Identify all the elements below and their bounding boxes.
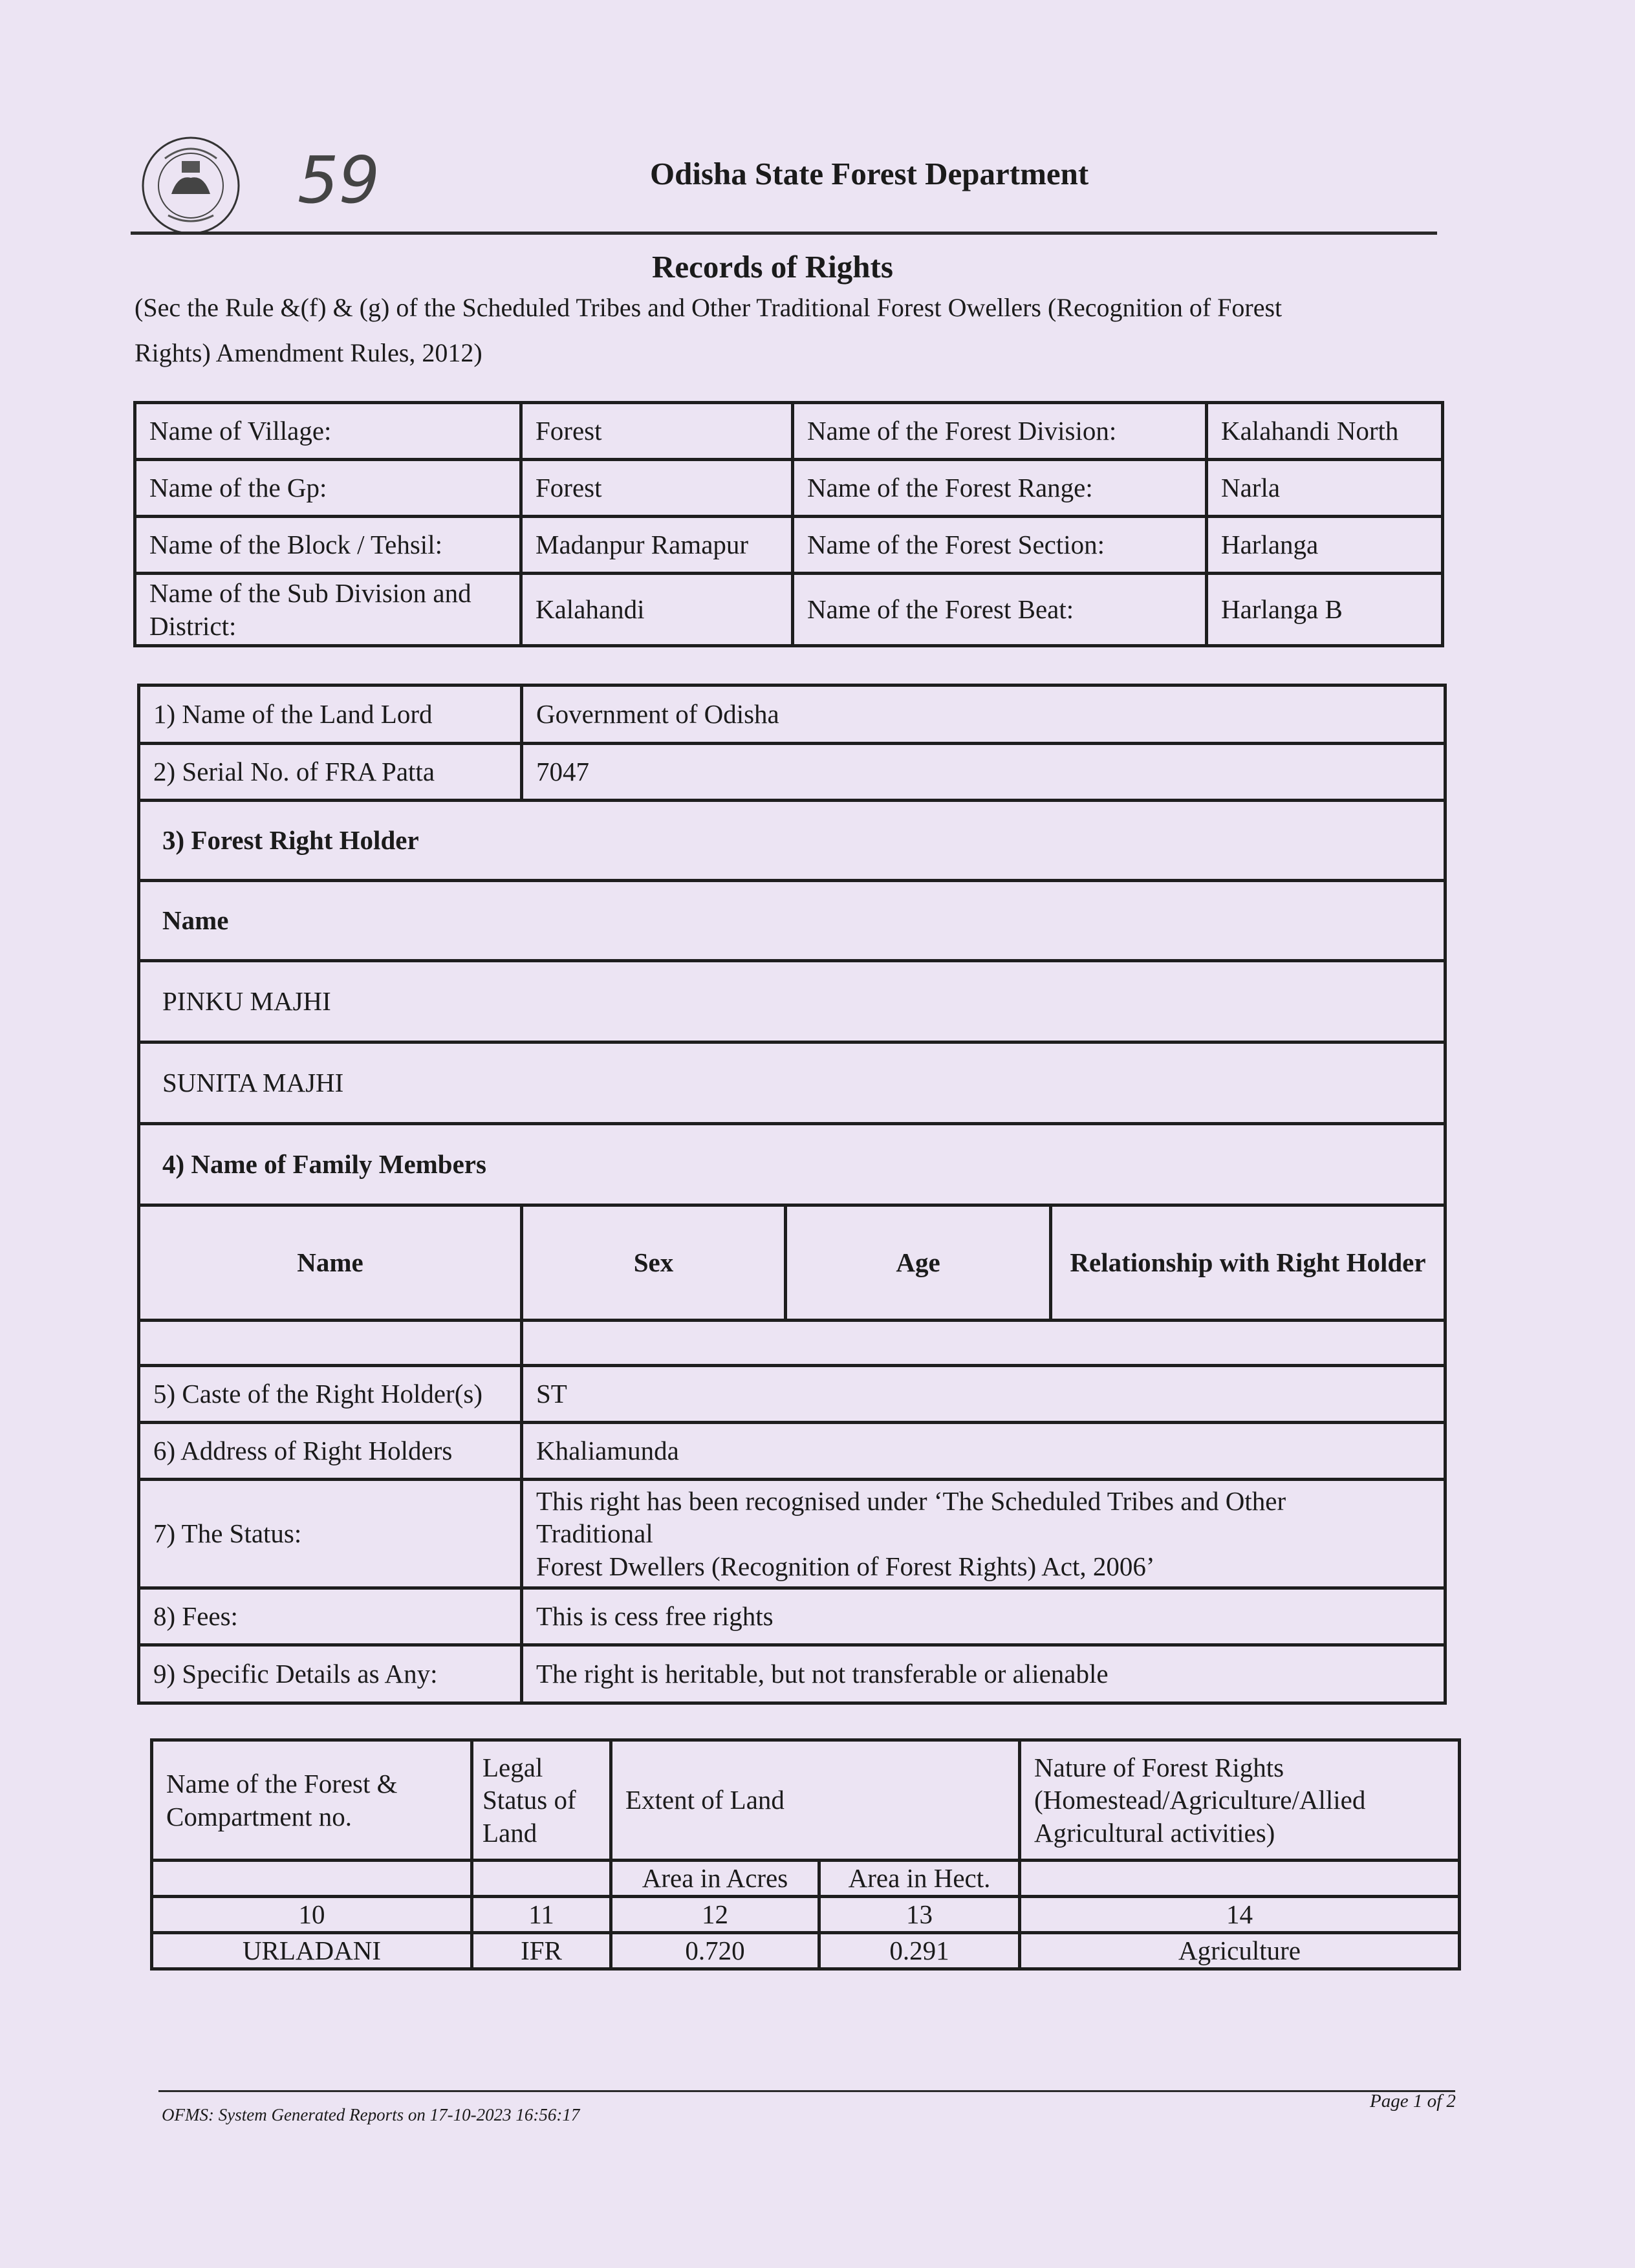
family-heading: 4) Name of Family Members <box>139 1124 1446 1205</box>
subtitle-line-1: (Sec the Rule &(f) & (g) of the Scheduled Tribes and Other Traditional Forest Owellers (Recognition of Forest <box>135 293 1283 322</box>
table-row <box>139 1124 1446 1205</box>
specific-value: The right is heritable, but not transferable or alienable <box>522 1645 1446 1703</box>
table-row <box>139 1205 1446 1321</box>
col-number: 12 <box>611 1897 819 1933</box>
address-label: 6) Address of Right Holders <box>139 1423 522 1480</box>
family-empty-cell <box>139 1321 522 1366</box>
header-divider <box>131 232 1437 235</box>
serial-label: 2) Serial No. of FRA Patta <box>139 744 522 801</box>
footer-divider <box>158 2090 1455 2092</box>
serial-value: 7047 <box>522 744 1446 801</box>
empty-cell <box>1020 1861 1460 1897</box>
land-table <box>150 1738 1461 1971</box>
nature-of-rights: Agriculture <box>1020 1933 1460 1969</box>
legal-status: IFR <box>472 1933 611 1969</box>
status-label: 7) The Status: <box>139 1480 522 1588</box>
sub-hect-header: Area in Hect. <box>819 1861 1020 1897</box>
section-label: Name of the Forest Section: <box>793 517 1207 574</box>
table-row <box>139 1645 1446 1703</box>
table-row <box>139 1423 1446 1480</box>
family-col-name: Name <box>139 1205 522 1321</box>
department-title: Odisha State Forest Department <box>650 156 1089 191</box>
block-value: Madanpur Ramapur <box>521 517 793 574</box>
caste-label: 5) Caste of the Right Holder(s) <box>139 1366 522 1423</box>
block-label: Name of the Block / Tehsil: <box>135 517 521 574</box>
table-row <box>139 1480 1446 1588</box>
col-number: 10 <box>152 1897 472 1933</box>
status-value <box>522 1480 1446 1588</box>
family-col-sex: Sex <box>522 1205 786 1321</box>
fees-label: 8) Fees: <box>139 1588 522 1645</box>
table-row <box>139 1042 1446 1124</box>
fees-value: This is cess free rights <box>522 1588 1446 1645</box>
village-value: Forest <box>521 403 793 460</box>
col-number: 11 <box>472 1897 611 1933</box>
gp-label: Name of the Gp: <box>135 460 521 517</box>
forest-name: URLADANI <box>152 1933 472 1969</box>
col-number: 13 <box>819 1897 1020 1933</box>
section-value: Harlanga <box>1207 517 1443 574</box>
table-row <box>135 574 1443 646</box>
col-nature-header: Nature of Forest Rights (Homestead/Agriculture/Allied Agricultural activities) <box>1020 1740 1460 1861</box>
table-row <box>152 1861 1460 1897</box>
table-row <box>139 961 1446 1042</box>
family-empty-cell <box>522 1321 1446 1366</box>
division-value: Kalahandi North <box>1207 403 1443 460</box>
subdivision-value: Kalahandi <box>521 574 793 646</box>
rights-table <box>137 684 1447 1705</box>
location-table <box>133 401 1444 647</box>
address-value: Khaliamunda <box>522 1423 1446 1480</box>
beat-value: Harlanga B <box>1207 574 1443 646</box>
family-col-relationship: Relationship with Right Holder <box>1051 1205 1446 1321</box>
gp-value: Forest <box>521 460 793 517</box>
area-hect: 0.291 <box>819 1933 1020 1969</box>
table-row <box>152 1740 1460 1861</box>
col-number: 14 <box>1020 1897 1460 1933</box>
table-row <box>135 460 1443 517</box>
col-extent-header: Extent of Land <box>611 1740 1020 1861</box>
range-value: Narla <box>1207 460 1443 517</box>
table-row <box>139 1588 1446 1645</box>
land-lord-label: 1) Name of the Land Lord <box>139 686 522 744</box>
table-row <box>152 1933 1460 1969</box>
holder-name: SUNITA MAJHI <box>139 1042 1446 1124</box>
subtitle-line-2: Rights) Amendment Rules, 2012) <box>135 338 482 367</box>
empty-cell <box>472 1861 611 1897</box>
family-col-age: Age <box>786 1205 1051 1321</box>
area-acres: 0.720 <box>611 1933 819 1969</box>
table-row <box>139 686 1446 744</box>
land-lord-value: Government of Odisha <box>522 686 1446 744</box>
table-row <box>139 1366 1446 1423</box>
footer-page: Page 1 of 2 <box>1370 2091 1456 2111</box>
col-forest-header: Name of the Forest & Compartment no. <box>152 1740 472 1861</box>
status-line-2: Traditional <box>536 1518 653 1549</box>
page-title: Records of Rights <box>652 249 893 285</box>
table-row <box>135 517 1443 574</box>
table-row <box>139 881 1446 961</box>
holder-heading: 3) Forest Right Holder <box>139 801 1446 881</box>
holder-name: PINKU MAJHI <box>139 961 1446 1042</box>
status-line-3: Forest Dwellers (Recognition of Forest Rights) Act, 2006’ <box>536 1551 1155 1581</box>
caste-value: ST <box>522 1366 1446 1423</box>
subdivision-label: Name of the Sub Division and District: <box>135 574 521 646</box>
handwritten-number: 59 <box>298 142 380 218</box>
odisha-emblem-icon <box>139 133 243 239</box>
specific-label: 9) Specific Details as Any: <box>139 1645 522 1703</box>
name-heading: Name <box>139 881 1446 961</box>
status-line-1: This right has been recognised under ‘The Scheduled Tribes and Other <box>536 1486 1286 1517</box>
table-row <box>152 1897 1460 1933</box>
village-label: Name of Village: <box>135 403 521 460</box>
range-label: Name of the Forest Range: <box>793 460 1207 517</box>
table-row <box>139 801 1446 881</box>
sub-acres-header: Area in Acres <box>611 1861 819 1897</box>
empty-cell <box>152 1861 472 1897</box>
beat-label: Name of the Forest Beat: <box>793 574 1207 646</box>
division-label: Name of the Forest Division: <box>793 403 1207 460</box>
col-legal-header: Legal Status of Land <box>472 1740 611 1861</box>
table-row <box>139 1321 1446 1366</box>
footer-generated: OFMS: System Generated Reports on 17-10-2023 16:56:17 <box>162 2105 580 2124</box>
table-row <box>135 403 1443 460</box>
table-row <box>139 744 1446 801</box>
